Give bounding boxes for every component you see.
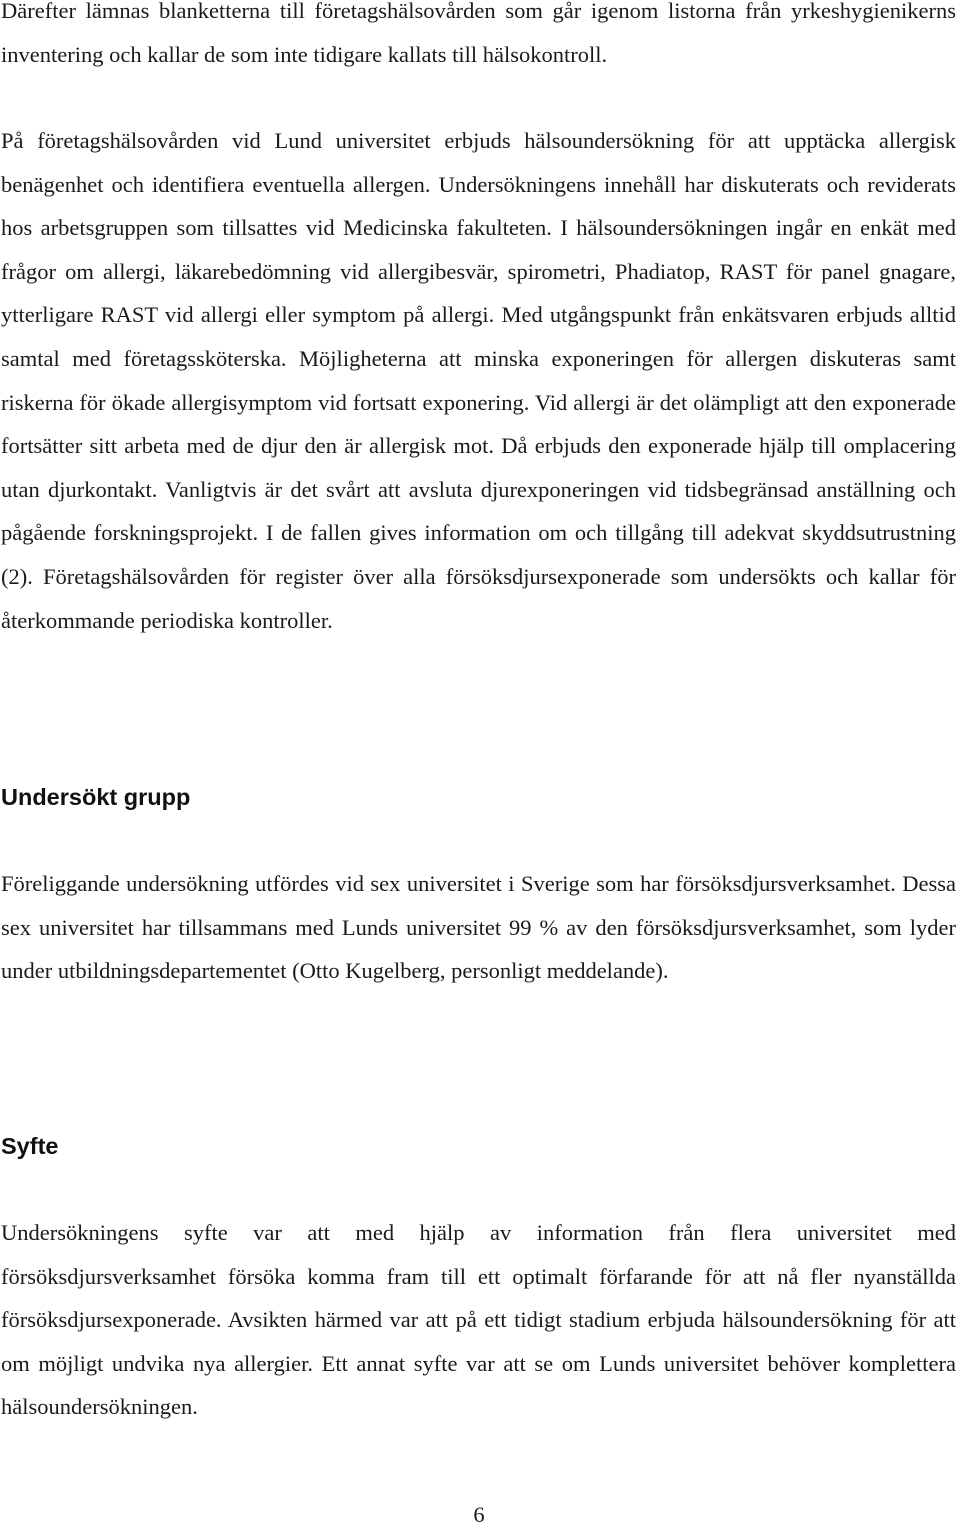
paragraph-intro: Därefter lämnas blanketterna till företagshälsovården som går igenom listorna från yrkeshygienikerns inventering och kallar de som inte tidigare kallats till hälsokontroll.: [1, 0, 956, 67]
heading-syfte: Syfte: [1, 1133, 59, 1159]
page-number: 6: [473, 1502, 485, 1527]
paragraph-health-examination: På företagshälsovården vid Lund universitet erbjuds hälsoundersökning för att upptäcka allergisk benägenhet och identifiera eventuella allergen. Undersökningens innehåll har diskuterats och reviderats hos arbetsgruppen som tillsattes vid Medicinska fakulteten. I hälsoundersökningen ingår en enkät med frågor om allergi, läkarebedömning vid allergibesvär, spirometri, Phadiatop, RAST för panel gnagare, ytterligare RAST vid allergi eller symptom på allergi. Med utgångspunkt från enkätsvaren erbjuds alltid samtal med företagssköterska. Möjligheterna att minska exponeringen för allergen diskuteras samt riskerna för ökade allergisymptom vid fortsatt exponering. Vid allergi är det olämpligt att den exponerade fortsätter sitt arbeta med de djur den är allergisk mot. Då erbjuds den exponerade hjälp till omplacering utan djurkontakt. Vanligtvis är det svårt att avsluta djurexponeringen vid tidsbegränsad anställning och pågående forskningsprojekt. I de fallen gives information om och tillgång till adekvat skyddsutrustning (2). Företagshälsovården för register över alla försöksdjursexponerade som undersökts och kallar för återkommande periodiska kontroller.: [1, 128, 956, 633]
paragraph-purpose: Undersökningens syfte var att med hjälp av information från flera universitet med försöksdjursverksamhet försöka komma fram till ett optimalt förfarande för att nå fler nyanställda försöksdjursexponerade. Avsikten härmed var att på ett tidigt stadium erbjuda hälsoundersökning för att om möjligt undvika nya allergier. Ett annat syfte var att se om Lunds universitet behöver komplettera hälsoundersökningen.: [1, 1220, 956, 1420]
heading-undersokt-grupp: Undersökt grupp: [1, 784, 191, 810]
paragraph-studied-group: Föreliggande undersökning utfördes vid sex universitet i Sverige som har försöksdjursverksamhet. Dessa sex universitet har tillsammans med Lunds universitet 99 % av den försöksdjursverksamhet, som lyder under utbildningsdepartementet (Otto Kugelberg, personligt meddelande).: [1, 871, 956, 984]
